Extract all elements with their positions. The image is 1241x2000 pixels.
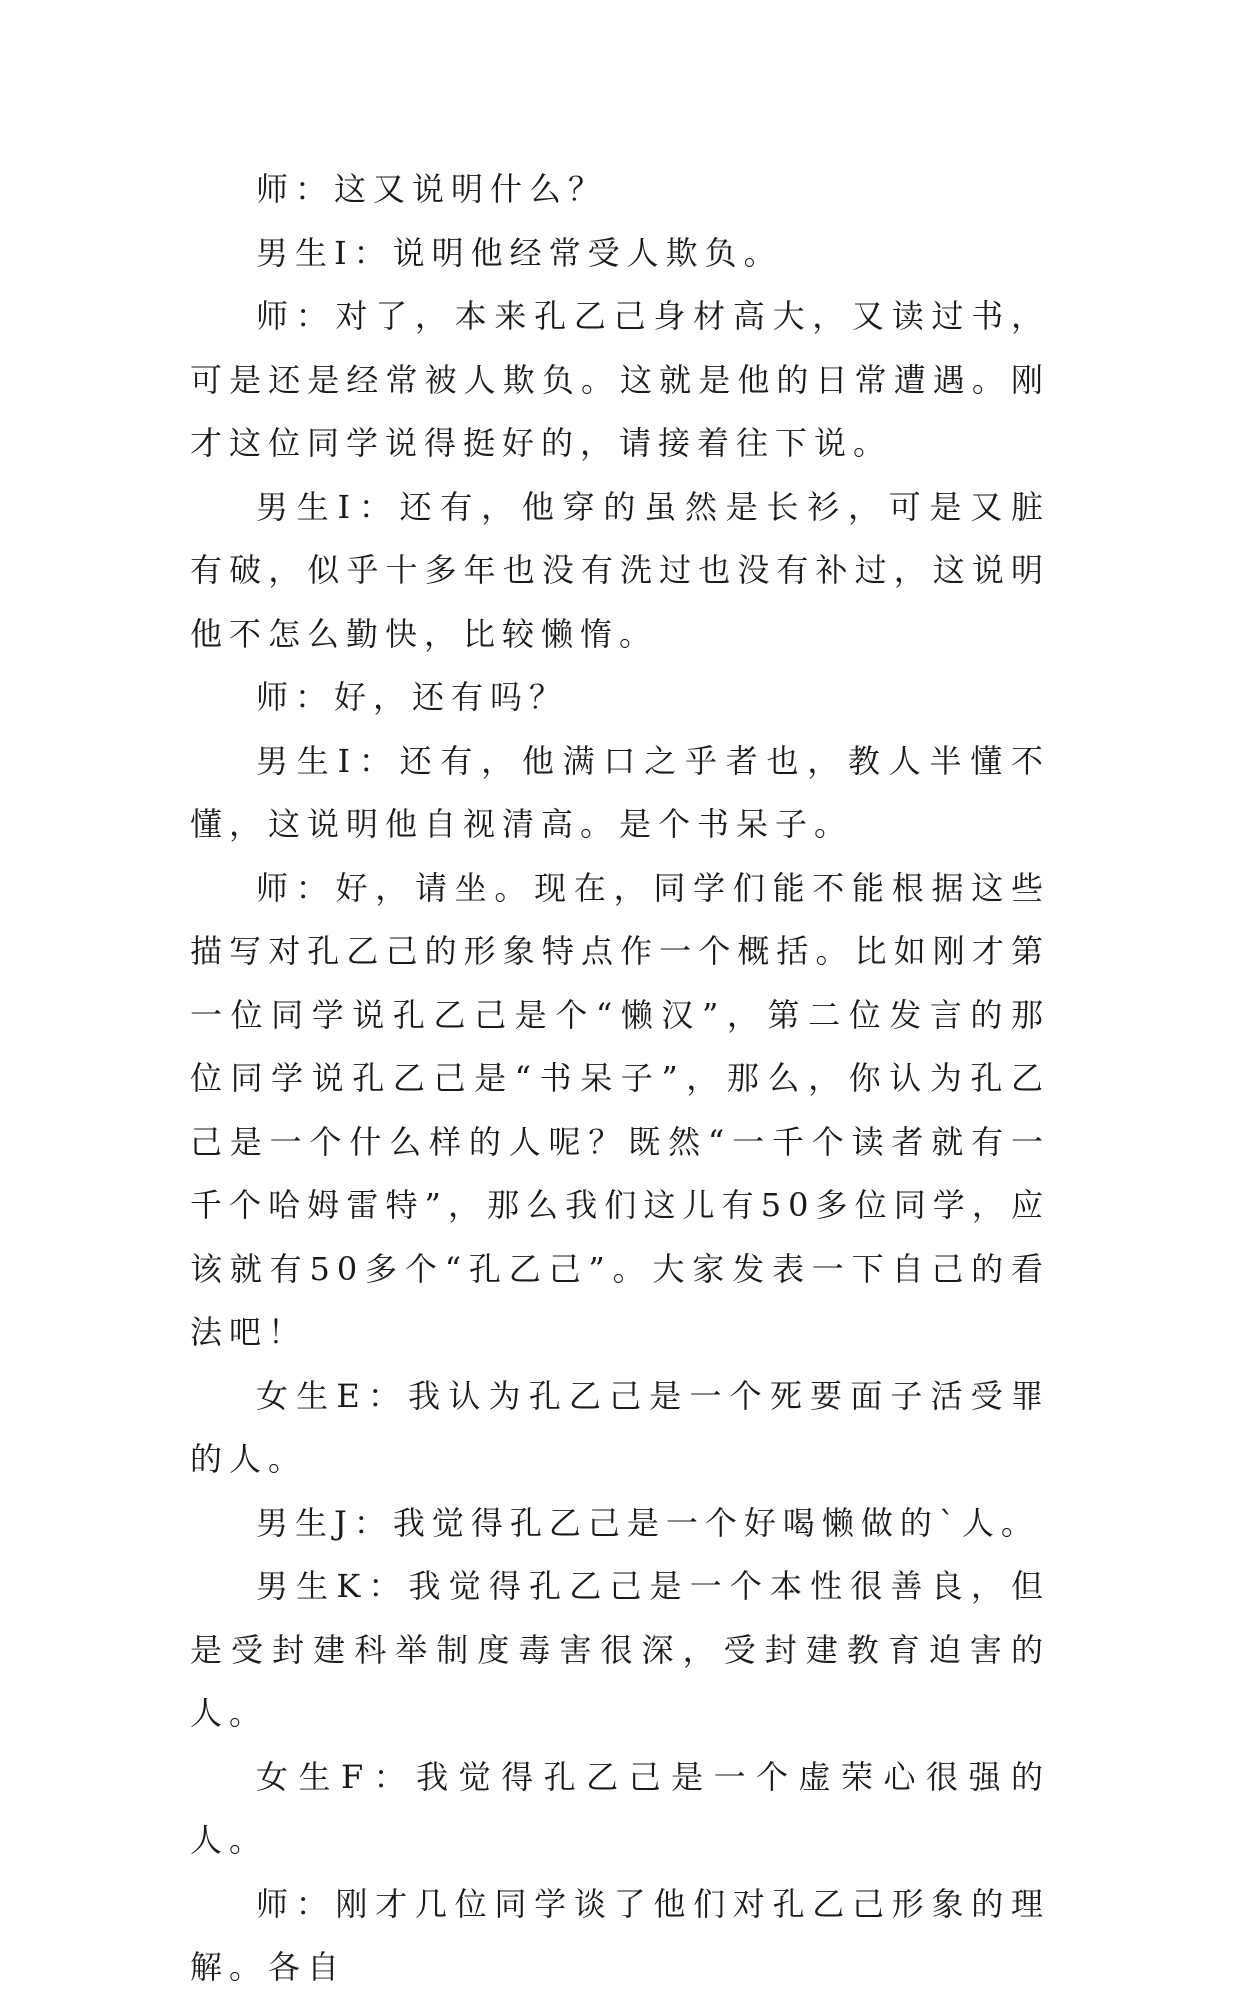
document-page (190, 158, 1050, 2000)
paragraph-student-k: 男生K：我觉得孔乙己是一个本性很善良，但是受封建科举制度毒害很深，受封建教育迫害的人。 (190, 1567, 1050, 1732)
paragraph-teacher-summary-request: 师：好，请坐。现在，同学们能不能根据这些描写对孔乙己的形象特点作一个概括。比如刚才第一位同学说孔乙己是个“懒汉”，第二位发言的那位同学说孔乙己是“书呆子”，那么，你认为孔乙己是一个什么样的人呢？既然“一千个读者就有一千个哈姆雷特”，那么我们这儿有50多位同学，应该就有50多个“孔乙己”。大家发表一下自己的看法吧！ (190, 868, 1050, 1351)
paragraph-teacher-prompt: 师：好，还有吗？ (256, 678, 569, 716)
paragraph-teacher-comment: 师：对了，本来孔乙己身材高大，又读过书，可是还是经常被人欺负。这就是他的日常遭遇。刚才这位同学说得挺好的，请接着往下说。 (190, 297, 1050, 462)
paragraph-student-i-clothes: 男生I：还有，他穿的虽然是长衫，可是又脏有破，似乎十多年也没有洗过也没有补过，这说明他不怎么勤快，比较懒惰。 (190, 487, 1050, 653)
paragraph-student-e: 女生E：我认为孔乙己是一个死要面子活受罪的人。 (190, 1376, 1050, 1478)
paragraph-teacher-closing: 师：刚才几位同学谈了他们对孔乙己形象的理解。各自 (190, 1884, 1050, 1986)
paragraph-student-i-answer: 男生I：说明他经常受人欺负。 (256, 233, 783, 272)
paragraph-student-i-speech: 男生I：还有，他满口之乎者也，教人半懂不懂，这说明他自视清高。是个书呆子。 (190, 741, 1050, 843)
paragraph-student-f: 女生F：我觉得孔乙己是一个虚荣心很强的人。 (190, 1757, 1050, 1859)
paragraph-student-j: 男生J：我觉得孔乙己是一个好喝懒做的`人。 (256, 1503, 1040, 1542)
paragraph-teacher-question: 师：这又说明什么？ (256, 170, 608, 208)
